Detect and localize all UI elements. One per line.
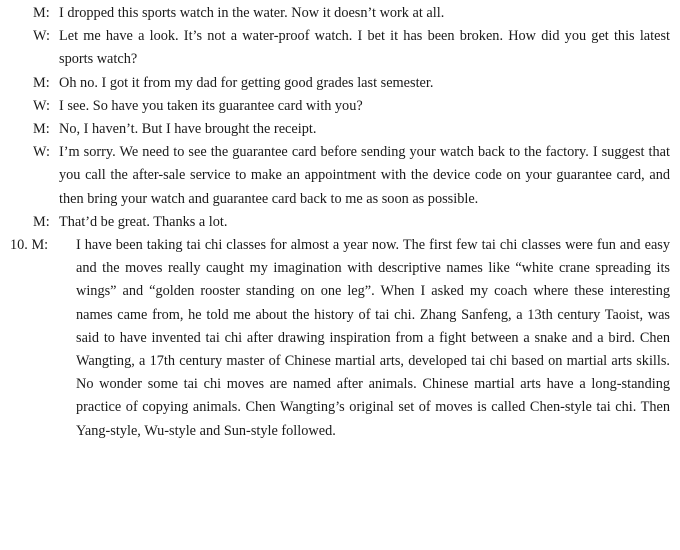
dialogue-text: I dropped this sports watch in the water. Now it doesn’t work at all. bbox=[59, 5, 445, 21]
dialogue-text: No, I haven’t. But I have brought the receipt. bbox=[59, 121, 317, 138]
dialogue-turn-7 bbox=[0, 211, 670, 234]
dialogue-turn-4 bbox=[0, 95, 670, 118]
monologue-item-10 bbox=[0, 234, 670, 443]
dialogue-turn-2 bbox=[0, 25, 670, 71]
speaker-label: W: bbox=[33, 97, 50, 114]
speaker-label: M: bbox=[33, 74, 50, 91]
dialogue-turn-3 bbox=[0, 72, 670, 95]
dialogue-turn-6 bbox=[0, 141, 670, 211]
dialogue-turn-1 bbox=[0, 2, 670, 25]
dialogue-text: I see. So have you taken its guarantee card with you? bbox=[59, 97, 363, 114]
dialogue-text: I’m sorry. We need to see the guarantee card before sending your watch back to the factory. I suggest that you call the after-sale service to make an appointment with the device code on your guarantee card, and then bring your watch and guarantee card back to me as soon as possible. bbox=[59, 144, 670, 207]
speaker-label: M: bbox=[33, 121, 50, 138]
speaker-label: M: bbox=[33, 5, 50, 21]
speaker-label: M: bbox=[33, 213, 50, 230]
dialogue-turn-5 bbox=[0, 118, 670, 141]
speaker-label: W: bbox=[33, 28, 50, 45]
dialogue-text: That’d be great. Thanks a lot. bbox=[59, 213, 228, 230]
speaker-label: W: bbox=[33, 144, 50, 161]
dialogue-text: Oh no. I got it from my dad for getting good grades last semester. bbox=[59, 74, 434, 91]
item-number-label: 10. M: bbox=[10, 237, 49, 254]
dialogue-text: Let me have a look. It’s not a water-proof watch. I bet it has been broken. How did you get this latest sports watch? bbox=[59, 28, 670, 68]
monologue-text: I have been taking tai chi classes for almost a year now. The first few tai chi classes were fun and easy and the moves really caught my imagination with descriptive names like “white crane spreading its wings” and “golden rooster standing on one leg”. When I asked my coach where these interesting names came from, he told me about the history of tai chi. Zhang Sanfeng, a 13th century Taoist, was said to have invented tai chi after drawing inspiration from a fight between a snake and a bird. Chen Wangting, a 17th century master of Chinese martial arts, developed tai chi based on martial arts skills. No wonder some tai chi moves are named after animals. Chinese martial arts have a long-standing practice of copying animals. Chen Wangting’s original set of moves is called Chen-style tai chi. Then Yang-style, Wu-style and Sun-style followed. bbox=[76, 237, 670, 439]
